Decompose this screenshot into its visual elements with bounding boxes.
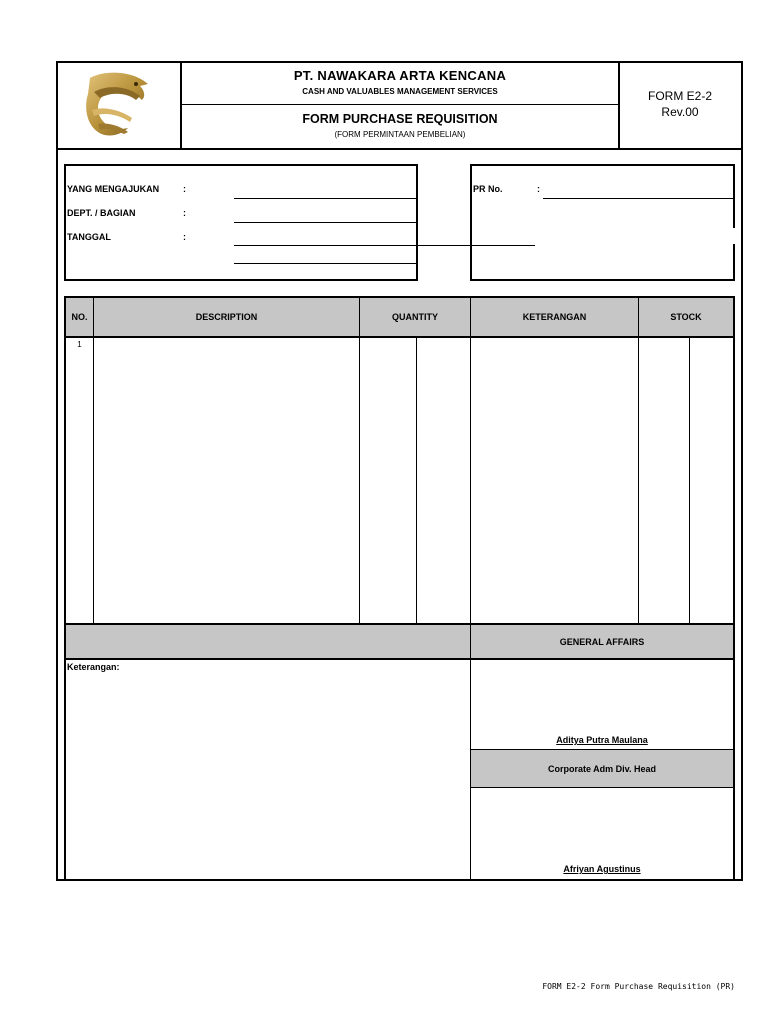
row-number: 1: [77, 340, 82, 349]
approval-header-border: [65, 658, 734, 660]
signer2-name: Afriyan Agustinus: [563, 864, 641, 874]
form-subtitle: (FORM PERMINTAAN PEMBELIAN): [334, 130, 466, 139]
col-divider-quantity-sub: [416, 338, 417, 624]
pr-number-colon: :: [537, 184, 540, 194]
dept-input-line[interactable]: [234, 222, 416, 223]
approval-gray-left: [66, 625, 470, 658]
signer1-name: Aditya Putra Maulana: [556, 735, 648, 745]
approval-left-border: [64, 624, 66, 880]
company-name: PT. NAWAKARA ARTA KENCANA: [293, 68, 507, 83]
header-stock: STOCK: [670, 312, 702, 322]
dept-label: DEPT. / BAGIAN: [67, 208, 136, 218]
col-divider-description: [359, 298, 360, 624]
requester-input-line[interactable]: [234, 198, 416, 199]
date-label: TANGGAL: [67, 232, 111, 242]
col-divider-stock-sub: [689, 338, 690, 624]
pr-number-label: PR No.: [473, 184, 503, 194]
dept-colon: :: [183, 208, 186, 218]
date-colon: :: [183, 232, 186, 242]
header-bottom-border: [57, 148, 742, 150]
header-divider-middle: [181, 104, 618, 105]
header-no: NO.: [71, 312, 88, 322]
form-code: FORM E2-2: [647, 89, 712, 103]
header-description: DESCRIPTION: [195, 312, 258, 322]
items-table: [64, 296, 735, 625]
company-logo: [84, 70, 154, 142]
approval-right-border: [733, 624, 735, 880]
requester-colon: :: [183, 184, 186, 194]
signer1-title: Corporate Adm Div. Head: [471, 750, 733, 787]
notes-label: Keterangan:: [67, 662, 120, 672]
col-divider-no: [93, 298, 94, 624]
col-divider-keterangan: [638, 298, 639, 624]
form-title: FORM PURCHASE REQUISITION: [302, 112, 498, 126]
pr-number-input-line[interactable]: [543, 198, 733, 199]
requester-label: YANG MENGAJUKAN: [67, 184, 160, 194]
pr-box: [470, 164, 735, 281]
revision-number: Rev.00: [661, 105, 699, 119]
company-tagline: CASH AND VALUABLES MANAGEMENT SERVICES: [302, 87, 498, 96]
general-affairs-title: GENERAL AFFAIRS: [559, 636, 645, 647]
table-header-border: [65, 336, 734, 338]
signer1-title-border: [471, 787, 733, 788]
header-quantity: QUANTITY: [392, 312, 438, 322]
extra-input-line[interactable]: [234, 263, 416, 264]
page-footer: FORM E2-2 Form Purchase Requisition (PR): [542, 982, 735, 991]
eagle-logo-icon: [84, 70, 154, 142]
col-divider-quantity: [470, 298, 471, 624]
header-keterangan: KETERANGAN: [522, 312, 587, 322]
